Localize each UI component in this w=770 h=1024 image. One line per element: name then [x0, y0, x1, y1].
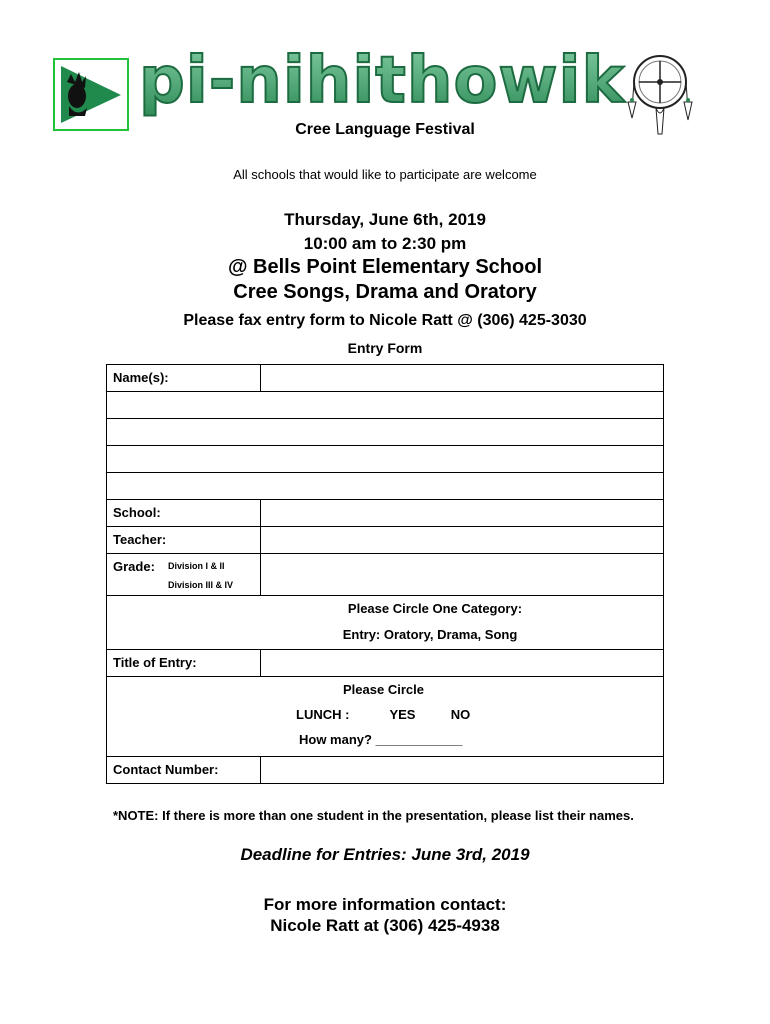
event-date: Thursday, June 6th, 2019 [284, 210, 486, 229]
festival-title: Cree Language Festival [295, 121, 475, 138]
category-cell [107, 596, 664, 650]
names-field-2[interactable] [107, 392, 664, 419]
lunch-yes-option[interactable]: YES [389, 707, 416, 722]
category-heading: Please Circle One Category: [347, 601, 523, 616]
names-field-5[interactable] [107, 473, 664, 500]
note-text: *NOTE: If there is more than one student in the presentation, please list their names. [113, 808, 634, 823]
division-2-option[interactable]: Division III & IV [168, 580, 234, 590]
contact-phone: Nicole Ratt at (306) 425-4938 [270, 916, 500, 935]
welcome-text: All schools that would like to participate are welcome [233, 167, 537, 182]
lunch-cell [107, 677, 664, 757]
lunch-no-option[interactable]: NO [450, 707, 471, 722]
title-label: Title of Entry: [107, 650, 261, 677]
svg-text:pi-nihithowik: pi-nihithowik [138, 44, 626, 118]
category-options[interactable]: Entry: Oratory, Drama, Song [342, 627, 518, 642]
division-1-option[interactable]: Division I & II [168, 561, 225, 571]
grade-label: Grade: Division I & II Division III & IV [107, 554, 261, 596]
festival-title-logo [138, 38, 626, 123]
contact-label: Contact Number: [107, 757, 261, 784]
fax-instructions: Please fax entry form to Nicole Ratt @ (306) 425-3030 [183, 312, 587, 329]
contact-field[interactable] [261, 757, 664, 784]
names-field-4[interactable] [107, 446, 664, 473]
teacher-label: Teacher: [107, 527, 261, 554]
more-info-heading: For more information contact: [263, 895, 507, 914]
lunch-label: LUNCH : [296, 707, 350, 722]
how-many-field[interactable]: How many? ____________ [299, 732, 463, 747]
entry-form-table [106, 364, 664, 784]
event-program: Cree Songs, Drama and Oratory [233, 281, 537, 303]
school-field[interactable] [261, 500, 664, 527]
names-label: Name(s): [107, 365, 261, 392]
event-venue: @ Bells Point Elementary School [227, 256, 543, 278]
school-label: School: [107, 500, 261, 527]
title-field[interactable] [261, 650, 664, 677]
deadline-text: Deadline for Entries: June 3rd, 2019 [240, 845, 530, 864]
teacher-field[interactable] [261, 527, 664, 554]
names-field-3[interactable] [107, 419, 664, 446]
grade-field[interactable] [261, 554, 664, 596]
lunch-heading: Please Circle [343, 682, 424, 697]
names-field-1[interactable] [261, 365, 664, 392]
entry-form-title: Entry Form [347, 340, 423, 356]
event-time: 10:00 am to 2:30 pm [303, 234, 467, 253]
